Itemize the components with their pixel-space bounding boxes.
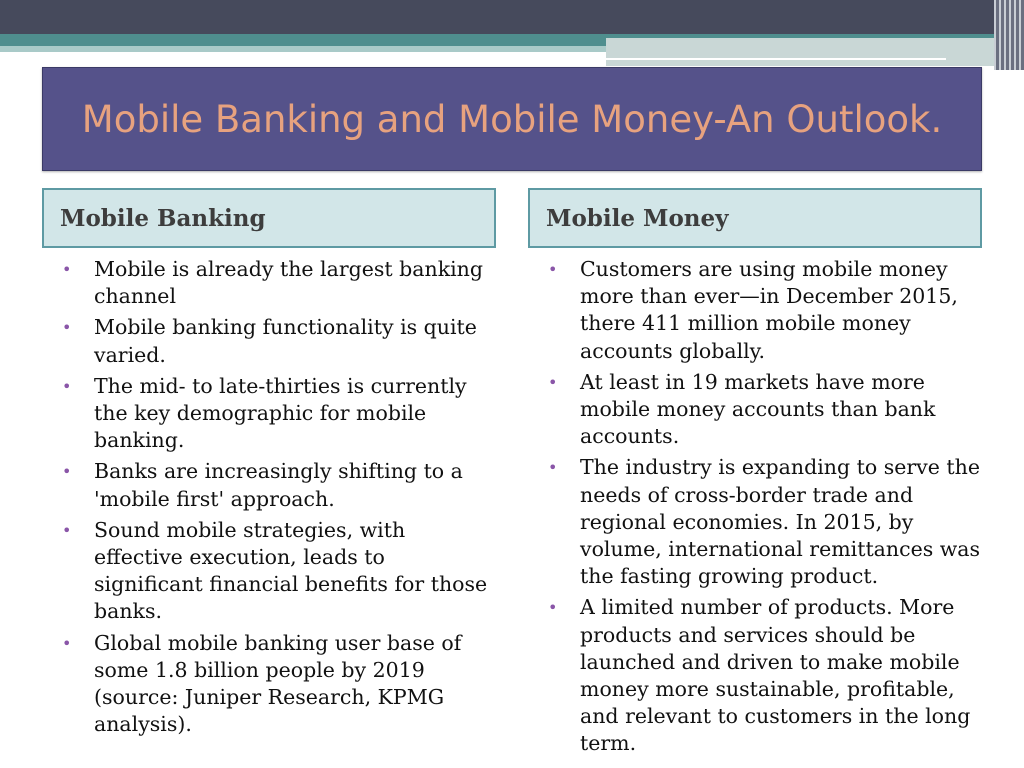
list-item xyxy=(60,256,490,310)
bullet-icon: • xyxy=(548,458,558,478)
mobile-money-bullet-list xyxy=(546,256,982,762)
list-item xyxy=(546,256,982,365)
bullet-text: Sound mobile strategies, with effective execution, leads to significant financial benefits for those banks. xyxy=(94,517,488,624)
list-item xyxy=(60,517,490,626)
list-item xyxy=(60,373,490,455)
bullet-icon: • xyxy=(62,260,72,279)
bullet-icon: • xyxy=(548,260,558,279)
decorative-stripes xyxy=(994,0,1024,70)
bullet-icon: • xyxy=(548,372,558,392)
bullet-icon: • xyxy=(62,318,72,338)
bullet-text: Customers are using mobile money more than ever—in December 2015, there 411 million mobile money accounts globally. xyxy=(580,257,958,363)
list-item xyxy=(546,369,982,451)
bullet-text: Mobile banking functionality is quite varied. xyxy=(94,315,477,367)
mobile-money-header: Mobile Money xyxy=(528,188,982,248)
bullet-icon: • xyxy=(62,462,72,482)
decorative-line xyxy=(606,58,946,60)
bullet-text: At least in 19 markets have more mobile money accounts than bank accounts. xyxy=(580,369,936,449)
bullet-text: The mid- to late-thirties is currently the key demographic for mobile banking. xyxy=(94,373,467,453)
bullet-icon: • xyxy=(62,520,72,540)
bullet-text: A limited number of products. More products and services should be launched and driven to make mobile money more sustainable, profitable, and relevant to customers in the long term. xyxy=(580,595,971,756)
list-item xyxy=(60,314,490,368)
bullet-text: Banks are increasingly shifting to a 'mobile first' approach. xyxy=(94,459,463,511)
bullet-text: Mobile is already the largest banking channel xyxy=(94,257,484,309)
decorative-top-band xyxy=(0,0,1024,34)
mobile-banking-bullet-list xyxy=(60,256,490,742)
list-item xyxy=(546,594,982,757)
list-item xyxy=(546,454,982,590)
bullet-text: The industry is expanding to serve the needs of cross-border trade and regional economies. In 2015, by volume, international remittances was the fasting growing product. xyxy=(580,455,981,589)
bullet-icon: • xyxy=(548,598,558,618)
bullet-icon: • xyxy=(62,376,72,396)
list-item xyxy=(60,630,490,739)
slide-title: Mobile Banking and Mobile Money-An Outlook. xyxy=(81,97,943,141)
bullet-icon: • xyxy=(62,633,72,653)
mobile-banking-header: Mobile Banking xyxy=(42,188,496,248)
decorative-light-band xyxy=(606,38,1024,66)
bullet-text: Global mobile banking user base of some 1.8 billion people by 2019 (source: Juniper Research, KPMG analysis). xyxy=(94,630,462,737)
list-item xyxy=(60,458,490,512)
slide-title-box xyxy=(42,67,982,171)
